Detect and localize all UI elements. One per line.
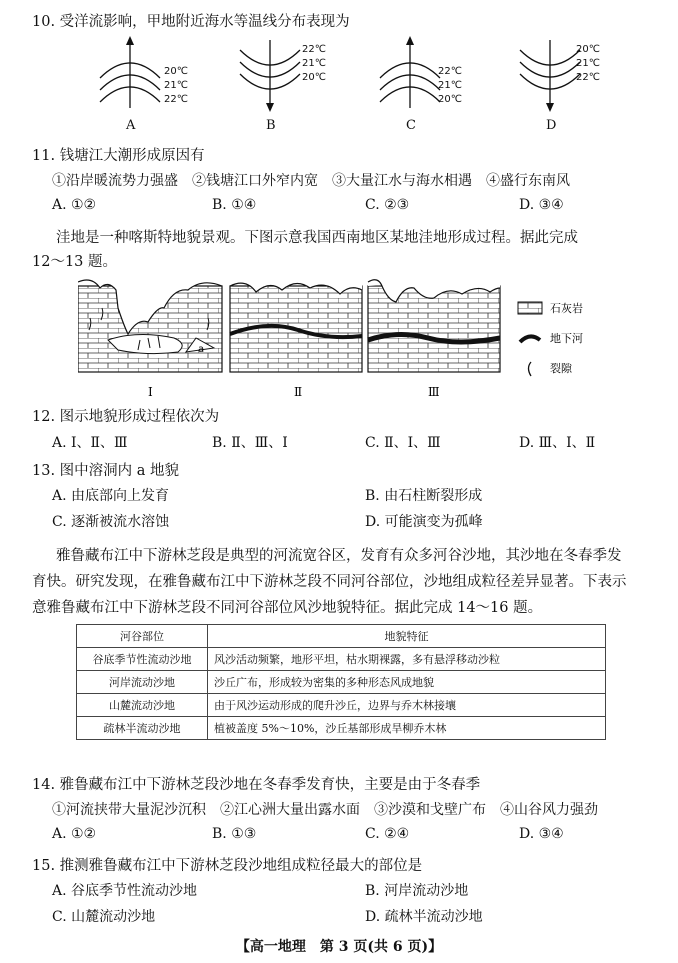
isotherm-label: 20℃ [438,94,462,105]
table-row [77,671,606,694]
q14-option-c[interactable]: C. ②④ [365,826,410,842]
q12-stem: 12. 图示地貌形成过程依次为 [32,409,220,425]
isotherm-label: 20℃ [302,72,326,83]
intro-12-13-line1: 洼地是一种喀斯特地貌景观。下图示意我国西南地区某地洼地形成过程。据此完成 [56,230,578,246]
table-cell: 疏林半流动沙地 [77,717,208,740]
q11-option-b[interactable]: B. ①④ [212,197,257,213]
intro-14-16-line1: 雅鲁藏布江中下游林芝段是典型的河流宽谷区，发育有众多河谷沙地，其沙地在冬春季发 [56,548,622,564]
legend-crack-swatch [529,362,532,376]
diagram-letter: D [546,118,557,133]
q12-option-a[interactable]: A. Ⅰ、Ⅱ、Ⅲ [52,435,128,451]
diagram-letter: A [126,118,136,133]
q11-option-a[interactable]: A. ①② [52,197,97,213]
q13-option-d[interactable]: D. 可能演变为孤峰 [365,514,483,530]
karst-panel-label: Ⅱ [294,385,303,399]
q13-option-a[interactable]: A. 由底部向上发育 [52,488,170,504]
table-cell: 由于风沙运动形成的爬升沙丘，边界与乔木林接壤 [208,694,606,717]
q13-option-c[interactable]: C. 逐渐被流水溶蚀 [52,514,170,530]
intro-12-13-line2: 12～13 题。 [32,254,118,270]
q11-option-c[interactable]: C. ②③ [365,197,410,213]
isotherm-diagram-c [372,36,502,136]
karst-figure [78,278,638,402]
table-cell: 河岸流动沙地 [77,671,208,694]
q15-option-a[interactable]: A. 谷底季节性流动沙地 [52,883,198,899]
q13-stem: 13. 图中溶洞内 a 地貌 [32,463,180,479]
karst-a-label: a [198,344,205,355]
isotherm-diagram-b [232,36,362,136]
table-cell: 沙丘广布，形成较为密集的多种形态风成地貌 [208,671,606,694]
karst-panel-label: Ⅲ [428,385,440,399]
legend-limestone-swatch [518,302,542,314]
isotherm-label: 21℃ [438,80,462,91]
isotherm-curves-c-icon [372,36,502,116]
legend-river-label: 地下河 [550,332,583,345]
table-row [77,717,606,740]
isotherm-label: 20℃ [576,44,600,55]
isotherm-diagram-d [512,36,642,136]
diagram-letter: B [266,118,276,133]
q12-option-c[interactable]: C. Ⅱ、Ⅰ、Ⅲ [365,435,441,451]
legend-river-swatch [520,336,540,342]
isotherm-label: 22℃ [576,72,600,83]
table-header-cell: 河谷部位 [77,625,208,648]
table-cell: 谷底季节性流动沙地 [77,648,208,671]
isotherm-label: 22℃ [164,94,188,105]
table-cell: 植被盖度 5%～10%，沙丘基部形成旱柳乔木林 [208,717,606,740]
diagram-letter: C [406,118,416,133]
q11-stem: 11. 钱塘江大潮形成原因有 [32,148,205,164]
isotherm-curves-a-icon [92,36,222,116]
isotherm-label: 20℃ [164,66,188,77]
page-footer: 【高一地理 第 3 页(共 6 页)】 [235,939,443,955]
karst-panel-3 [368,278,500,372]
intro-14-16-line2: 育快。研究发现，在雅鲁藏布江中下游林芝段不同河谷部位，沙地组成粒径差异显著。下表示 [32,574,627,590]
q13-option-b[interactable]: B. 由石柱断裂形成 [365,488,483,504]
karst-panel-1 [78,278,222,372]
q15-option-d[interactable]: D. 疏林半流动沙地 [365,909,483,925]
intro-14-16-line3: 意雅鲁藏布江中下游林芝段不同河谷部位风沙地貌特征。据此完成 14～16 题。 [32,600,543,616]
karst-panel-label: Ⅰ [148,385,153,399]
isotherm-label: 21℃ [302,58,326,69]
q12-option-d[interactable]: D. Ⅲ、Ⅰ、Ⅱ [519,435,596,451]
q11-option-d[interactable]: D. ③④ [519,197,564,213]
table-row [77,648,606,671]
q15-stem: 15. 推测雅鲁藏布江中下游林芝段沙地组成粒径最大的部位是 [32,858,423,874]
isotherm-label: 22℃ [438,66,462,77]
q15-option-c[interactable]: C. 山麓流动沙地 [52,909,156,925]
landform-table [76,624,606,740]
q14-stem: 14. 雅鲁藏布江中下游林芝段沙地在冬春季发育快，主要是由于冬春季 [32,777,481,793]
karst-panel-2 [230,278,362,372]
isotherm-label: 21℃ [164,80,188,91]
q14-option-b[interactable]: B. ①③ [212,826,257,842]
legend-limestone-label: 石灰岩 [550,302,583,315]
q14-option-d[interactable]: D. ③④ [519,826,564,842]
isotherm-label: 21℃ [576,58,600,69]
isotherm-diagram-a [92,36,222,136]
table-header-cell: 地貌特征 [208,625,606,648]
isotherm-label: 22℃ [302,44,326,55]
legend-crack-label: 裂隙 [550,362,572,375]
karst-panels-icon [78,278,638,402]
q15-option-b[interactable]: B. 河岸流动沙地 [365,883,469,899]
table-row [77,694,606,717]
q14-option-a[interactable]: A. ①② [52,826,97,842]
q10-stem: 10. 受洋流影响，甲地附近海水等温线分布表现为 [32,14,350,30]
table-cell: 风沙活动频繁，地形平坦，枯水期裸露，多有悬浮移动沙粒 [208,648,606,671]
table-header-row [77,625,606,648]
q14-items: ①河流挟带大量泥沙沉积 ②江心洲大量出露水面 ③沙漠和戈壁广布 ④山谷风力强劲 [52,802,598,818]
table-cell: 山麓流动沙地 [77,694,208,717]
q11-items: ①沿岸暖流势力强盛 ②钱塘江口外窄内宽 ③大量江水与海水相遇 ④盛行东南风 [52,173,570,189]
isotherm-curves-b-icon [232,36,362,116]
q12-option-b[interactable]: B. Ⅱ、Ⅲ、Ⅰ [212,435,288,451]
